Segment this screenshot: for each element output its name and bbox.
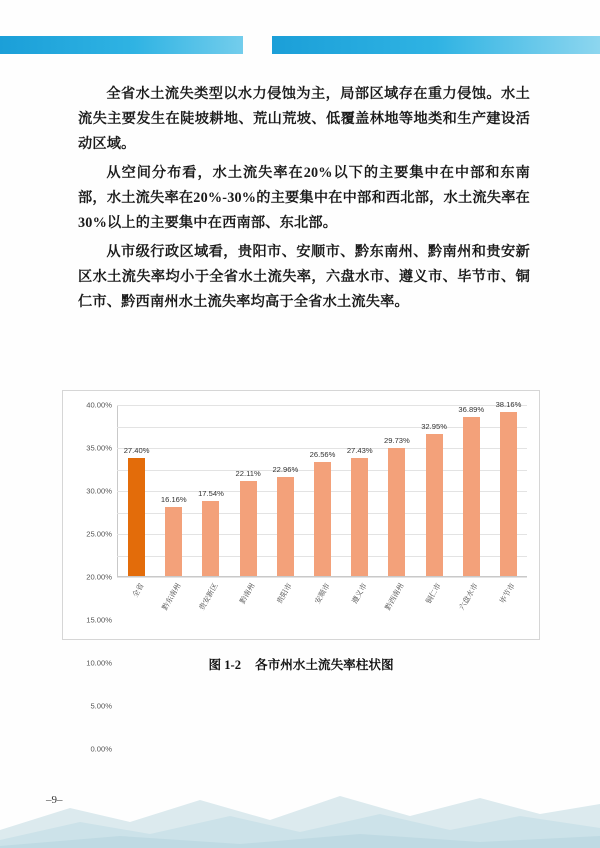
x-axis-tick-label: 贵阳市 [275, 581, 295, 606]
bar-value-label: 16.16% [160, 494, 187, 504]
x-tick-slot [304, 579, 341, 633]
bar-series [118, 399, 527, 576]
x-tick-slot [341, 579, 378, 633]
bar-slot [341, 405, 378, 576]
x-axis-tick-label: 全省 [130, 581, 146, 599]
bar-slot [267, 405, 304, 576]
x-tick-slot [453, 579, 490, 633]
x-tick-slot [230, 579, 267, 633]
x-tick-slot [490, 579, 527, 633]
bar [351, 458, 368, 576]
x-tick-slot [118, 579, 155, 633]
y-axis-tick-label: 10.00% [86, 658, 112, 668]
x-axis-tick-labels [118, 579, 527, 633]
bar-value-label: 17.54% [198, 488, 224, 498]
y-axis-tick-label: 20.00% [86, 572, 112, 582]
bar-value-label: 27.40% [123, 446, 150, 456]
x-axis-tick-label: 黔南州 [237, 581, 257, 606]
bar-value-label: 29.73% [384, 436, 410, 446]
y-axis-tick-label: 15.00% [86, 615, 112, 625]
bar-slot [192, 405, 229, 576]
bar-value-label: 36.89% [458, 405, 485, 415]
bar-slot [118, 405, 155, 576]
bar-slot [453, 405, 490, 576]
bar-value-label: 26.56% [309, 449, 336, 459]
bar [277, 477, 294, 576]
bar-slot [155, 405, 192, 576]
bar-slot [304, 405, 341, 576]
y-axis-tick-label: 25.00% [86, 529, 112, 539]
x-tick-slot [192, 579, 229, 633]
y-axis-tick-label: 35.00% [86, 443, 112, 453]
bar [314, 462, 331, 576]
bar [388, 448, 405, 576]
bar-value-label: 38.16% [495, 399, 522, 409]
figure-caption [62, 654, 540, 673]
bar [463, 417, 480, 576]
y-axis-tick-label: 40.00% [86, 400, 112, 410]
x-axis-tick-label: 黔东南州 [159, 581, 183, 612]
paragraph-2: 从空间分布看，水土流失率在20%以下的主要集中在中部和东南部，水土流失率在20%-30%的主要集中在中部和西北部，水土流失率在30%以上的主要集中在西南部、东北部。 [78, 165, 530, 231]
x-axis-tick-label: 贵安新区 [197, 581, 220, 612]
y-axis-tick-label: 30.00% [86, 486, 112, 496]
header-bar-left [0, 36, 243, 54]
footer-mountain-decoration [0, 770, 600, 848]
figure-caption-text: 各市州水土流失率柱状图 [255, 658, 394, 672]
bar-value-label: 22.11% [235, 468, 261, 478]
x-tick-slot [378, 579, 415, 633]
x-axis-tick-label: 黔西南州 [382, 581, 406, 612]
bar-slot [490, 399, 527, 576]
bar-slot [416, 405, 453, 576]
bar [128, 458, 145, 576]
bar [202, 501, 219, 576]
bar-value-label: 22.96% [272, 465, 299, 475]
x-axis-tick-label: 毕节市 [498, 581, 518, 606]
page-number: –9– [46, 794, 63, 806]
bar-value-label: 27.43% [346, 446, 373, 456]
bar [500, 412, 517, 576]
x-axis-tick-label: 安顺市 [312, 581, 332, 606]
figure-block [62, 390, 540, 754]
figure-caption-number: 图 1-2 [208, 658, 241, 672]
x-tick-slot [416, 579, 453, 633]
bar-slot [230, 405, 267, 576]
x-axis-tick-label: 六盘水市 [457, 581, 480, 612]
paragraph-1: 全省水土流失类型以水力侵蚀为主，局部区域存在重力侵蚀。水土流失主要发生在陡坡耕地、荒山荒坡、低覆盖林地等地类和生产建设活动区域。 [78, 86, 530, 152]
bar-slot [378, 405, 415, 576]
paragraph-3: 从市级行政区域看，贵阳市、安顺市、黔东南州、黔南州和贵安新区水土流失率均小于全省水土流失率，六盘水市、遵义市、毕节市、铜仁市、黔西南州水土流失率均高于全省水土流失率。 [78, 244, 530, 310]
y-axis-tick-label: 5.00% [90, 701, 112, 711]
x-axis-tick-label: 铜仁市 [423, 581, 443, 606]
bar [165, 507, 182, 576]
bar [240, 481, 257, 576]
bar [426, 434, 443, 576]
bar-value-label: 32.95% [421, 422, 447, 432]
x-tick-slot [267, 579, 304, 633]
body-text [78, 82, 530, 319]
x-tick-slot [155, 579, 192, 633]
x-axis-tick-label: 遵义市 [349, 581, 369, 606]
header-bar-right [272, 36, 600, 54]
y-axis-tick-label: 0.00% [90, 744, 112, 754]
mountain-icon [0, 770, 600, 848]
